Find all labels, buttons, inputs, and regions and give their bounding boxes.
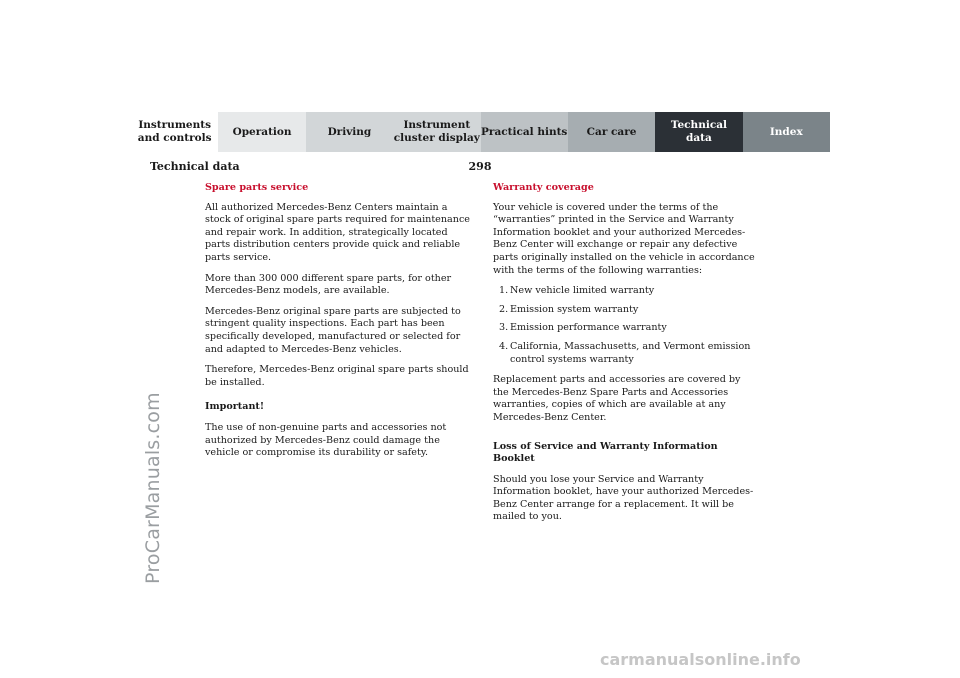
section-header: Technical data: [150, 160, 240, 173]
tab-index[interactable]: Index: [743, 112, 830, 152]
warranty-list: [493, 285, 758, 366]
list-item-text: Emission performance warranty: [510, 322, 667, 334]
side-watermark: ProCarManuals.com: [142, 392, 164, 584]
tab-practical-hints[interactable]: Practical hints: [481, 112, 568, 152]
loss-of-booklet-paragraph: Should you lose your Service and Warranty Information booklet, have your authorized Mercedes-Benz Center arrange for a replacement. It will be mailed to you.: [493, 473, 754, 523]
list-item: [493, 285, 758, 298]
spare-parts-heading: Spare parts service: [205, 182, 309, 193]
list-item-number: 2.: [499, 303, 509, 315]
tab-operation[interactable]: Operation: [218, 112, 305, 152]
left-column: [205, 182, 470, 468]
spare-parts-paragraph-3: Mercedes-Benz original spare parts are subjected to stringent quality inspections. Each part has been specifically developed, manufactured or selected for and adapted to Mercedes-Benz vehicles.: [205, 305, 461, 355]
right-column: [493, 182, 758, 532]
important-paragraph: The use of non-genuine parts and accessories not authorized by Mercedes-Benz could damage the vehicle or compromise its durability or safety.: [205, 421, 447, 459]
tab-car-care[interactable]: Car care: [568, 112, 655, 152]
list-item-text: New vehicle limited warranty: [510, 285, 655, 297]
warranty-paragraph-2: Replacement parts and accessories are covered by the Mercedes-Benz Spare Parts and Accessories warranties, copies of which are available at any Mercedes-Benz Center.: [493, 374, 741, 423]
spare-parts-paragraph-2: More than 300 000 different spare parts, for other Mercedes-Benz models, are available.: [205, 272, 452, 297]
list-item-number: 1.: [499, 285, 509, 297]
tab-driving[interactable]: Driving: [306, 112, 393, 152]
tab-instrument-cluster-display[interactable]: Instrument cluster display: [393, 112, 480, 152]
spare-parts-paragraph-4: Therefore, Mercedes-Benz original spare parts should be installed.: [205, 364, 469, 388]
important-heading: Important!: [205, 401, 265, 413]
list-item-text: California, Massachusetts, and Vermont emission control systems warranty: [510, 340, 751, 365]
list-item-number: 3.: [499, 322, 509, 334]
loss-of-booklet-heading: Loss of Service and Warranty Information Booklet: [493, 440, 718, 465]
list-item-number: 4.: [499, 340, 509, 352]
list-item: [493, 322, 758, 335]
list-item: [493, 304, 758, 317]
chapter-nav: [131, 112, 830, 152]
list-item: [493, 341, 758, 366]
warranty-paragraph-1: Your vehicle is covered under the terms of the “warranties” printed in the Service and Warranty Information booklet and your authorized Mercedes-Benz Center will exchange or repair any defective parts originally installed on the vehicle in accordance with the terms of the following warranties:: [493, 201, 755, 276]
page-number: 298: [468, 160, 492, 173]
bottom-watermark: carmanualsonline.info: [600, 650, 801, 669]
warranty-coverage-heading: Warranty coverage: [493, 182, 594, 193]
tab-instruments-and-controls[interactable]: Instruments and controls: [131, 112, 218, 152]
tab-technical-data[interactable]: Technical data: [655, 112, 742, 152]
spare-parts-paragraph-1: All authorized Mercedes-Benz Centers maintain a stock of original spare parts required for maintenance and repair work. In addition, strategically located parts distribution centers provide quick and reliable parts service.: [205, 201, 470, 263]
list-item-text: Emission system warranty: [510, 303, 639, 315]
